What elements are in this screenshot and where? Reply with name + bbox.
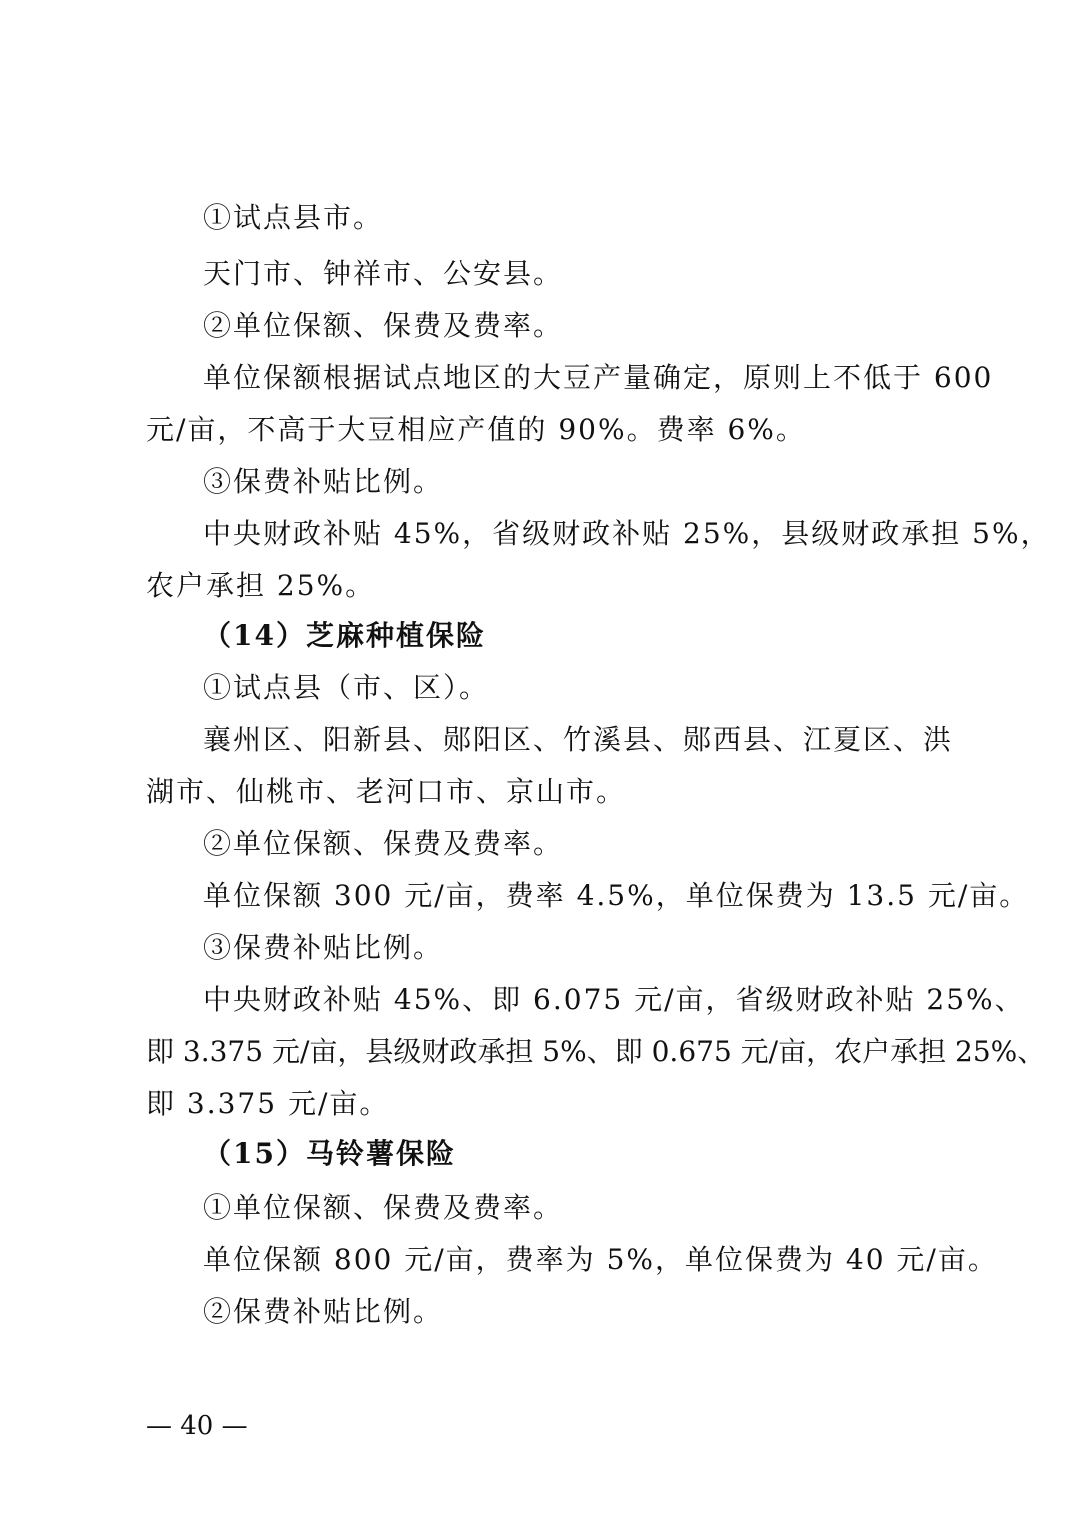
paragraph-line: ①试点县市。 [203, 201, 384, 234]
paragraph-line: ②单位保额、保费及费率。 [203, 827, 564, 860]
paragraph-line: 元/亩，不高于大豆相应产值的 90%。费率 6%。 [146, 413, 806, 446]
paragraph-line: 单位保额根据试点地区的大豆产量确定，原则上不低于 600 [203, 361, 994, 394]
paragraph-line: ③保费补贴比例。 [203, 465, 444, 498]
paragraph-line: ②单位保额、保费及费率。 [203, 309, 564, 342]
section-heading: （15）马铃薯保险 [203, 1137, 456, 1170]
paragraph-line: 单位保额 300 元/亩，费率 4.5%，单位保费为 13.5 元/亩。 [203, 879, 1030, 912]
paragraph-line: ③保费补贴比例。 [203, 931, 444, 964]
paragraph-line: 襄州区、阳新县、郧阳区、竹溪县、郧西县、江夏区、洪 [203, 723, 954, 756]
paragraph-line: 即 3.375 元/亩，县级财政承担 5%、即 0.675 元/亩，农户承担 25%、 [146, 1035, 1046, 1068]
paragraph-line: 中央财政补贴 45%、即 6.075 元/亩，省级财政补贴 25%、 [203, 983, 1025, 1016]
paragraph-line: 湖市、仙桃市、老河口市、京山市。 [146, 775, 627, 808]
paragraph-line: 天门市、钟祥市、公安县。 [203, 257, 564, 290]
paragraph-line: ①单位保额、保费及费率。 [203, 1191, 564, 1224]
paragraph-line: 单位保额 800 元/亩，费率为 5%，单位保费为 40 元/亩。 [203, 1243, 998, 1276]
page-number: — 40 — [146, 1411, 248, 1441]
paragraph-line: ②保费补贴比例。 [203, 1295, 444, 1328]
paragraph-line: 即 3.375 元/亩。 [146, 1087, 390, 1120]
paragraph-line: 中央财政补贴 45%，省级财政补贴 25%，县级财政承担 5%， [203, 517, 1051, 550]
section-heading: （14）芝麻种植保险 [203, 619, 486, 652]
paragraph-line: ①试点县（市、区）。 [203, 671, 490, 704]
paragraph-line: 农户承担 25%。 [146, 569, 376, 602]
